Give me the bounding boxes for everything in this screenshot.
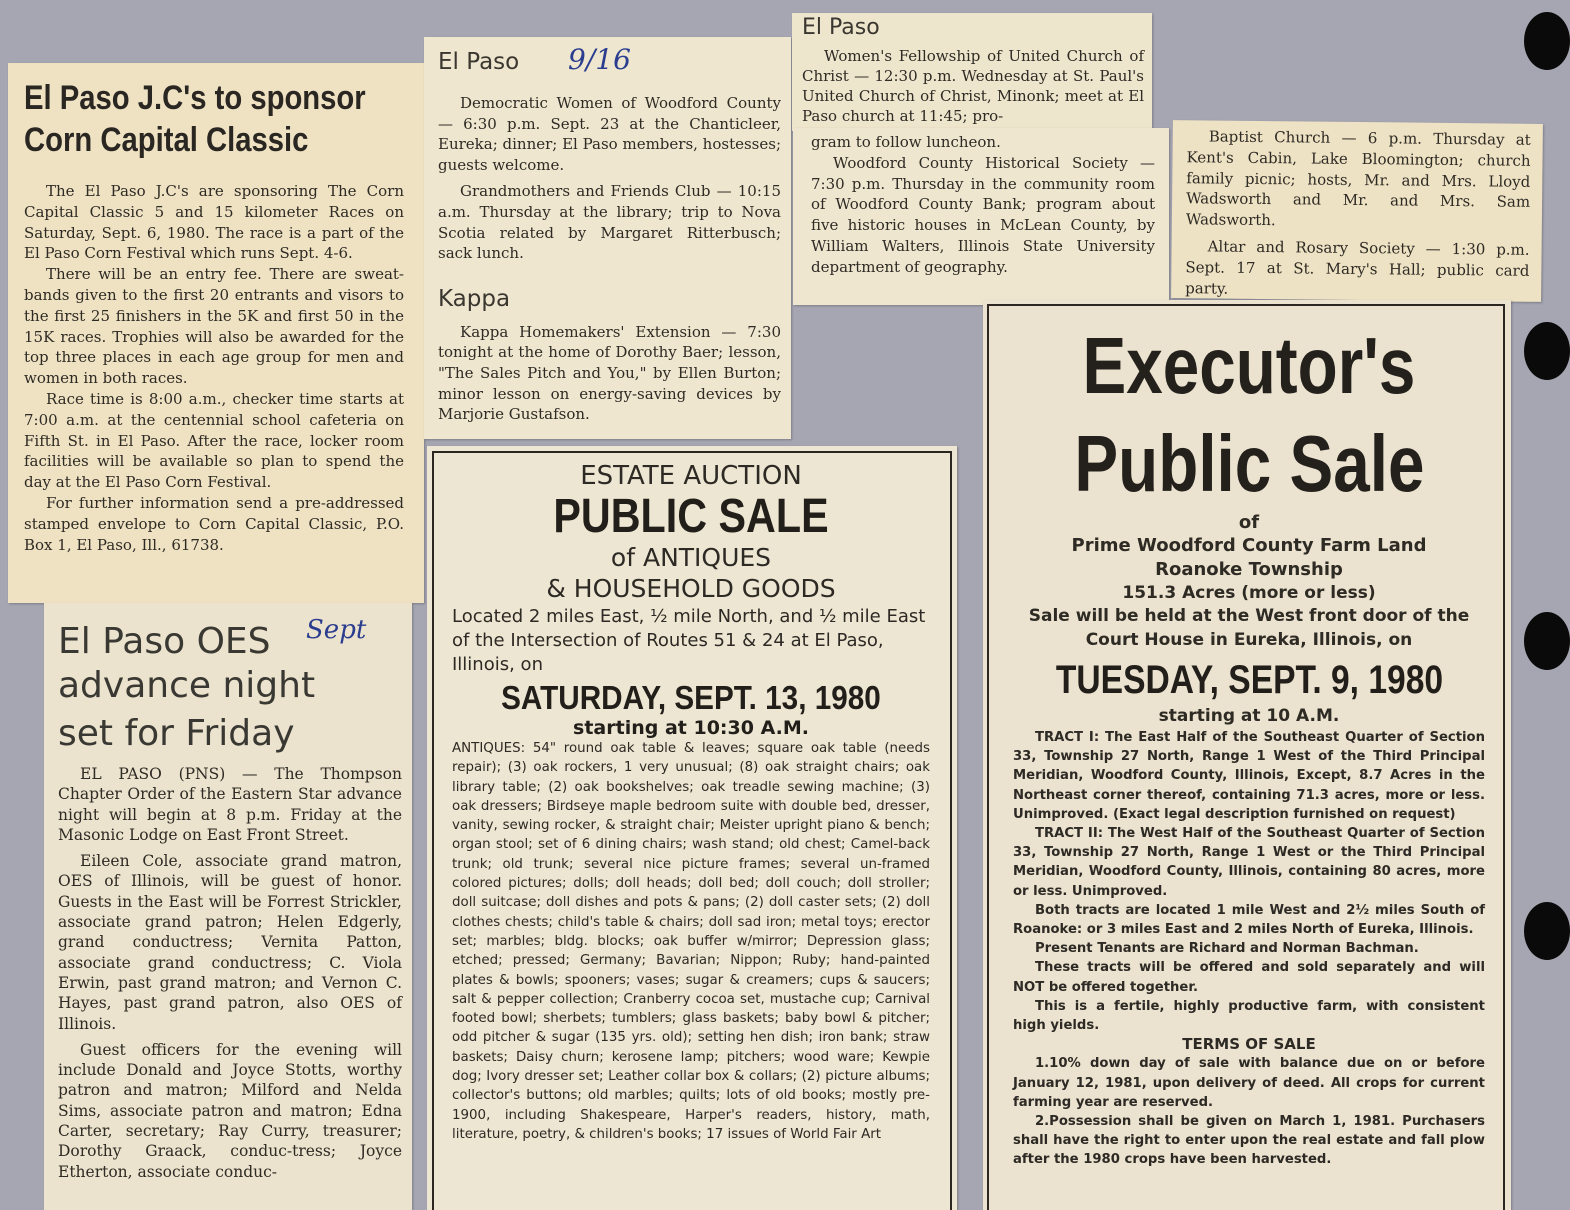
ad-line: Prime Woodford County Farm Land — [1071, 535, 1427, 556]
ad-term: 2.Possession shall be given on March 1, 1981. Purchasers shall have the right to enter upon the real estate and fall plow after the 1980 crops have been harvested. — [1013, 1114, 1485, 1168]
article-paragraph: Guest officers for the evening will include Donald and Joyce Stotts, worthy patron and matron; Milford and Nelda Sims, associate patron and matron; Edna Carter, secretary; Ray Curry, treasurer; Dorothy Graack, conduc-tress; Joyce Etherton, associate conduc- — [58, 1040, 402, 1181]
headline: El Paso OES — [58, 621, 271, 662]
clipping-historical-society — [793, 128, 1169, 305]
handwritten-note: Sept — [306, 615, 367, 645]
ad-terms-title: TERMS OF SALE — [1182, 1035, 1316, 1054]
ad-time: starting at 10:30 A.M. — [573, 717, 809, 739]
clipping-executors-sale — [983, 300, 1511, 1210]
headline: set for Friday — [58, 713, 295, 754]
ad-of: of — [1238, 512, 1260, 533]
calendar-item: Woodford County Historical Society — 7:30 p.m. Thursday in the community room of Woodford County Bank; program about five historic houses in McLean County, by William Walters, Illinois State University department of geography. — [811, 153, 1155, 276]
ad-paragraph: This is a fertile, highly productive farm, with consistent high yields. — [1013, 998, 1485, 1034]
clipping-el-paso-kappa — [424, 37, 791, 439]
article-paragraph: Eileen Cole, associate grand matron, OES of Illinois, will be guest of honor. Guests in the East will be Forrest Strickler, associate grand patron; Helen Edgerly, grand conductress; Vernita Patton, associate grand conductress; C. Viola Erwin, past grand matron; and Vernon C. Hayes, past grand patron, also OES of Illinois. — [58, 852, 402, 1033]
ad-date: TUESDAY, SEPT. 9, 1980 — [1055, 658, 1443, 702]
article-paragraph: EL PASO (PNS) — The Thompson Chapter Order of the Eastern Star advance night will begin at 8 p.m. Friday at the Masonic Lodge on East Front Street. — [58, 765, 402, 844]
ad-line: Sale will be held at the West front door of the Court House in Eureka, Illinois, on — [1028, 606, 1470, 650]
handwritten-date: 9/16 — [568, 43, 631, 76]
calendar-item: Women's Fellowship of United Church of Christ — 12:30 p.m. Wednesday at St. Paul's United Church of Christ, Minonk; meet at El Paso church at 11:45; pro- — [802, 47, 1144, 125]
calendar-item: Grandmothers and Friends Club — 10:15 a.m. Thursday at the library; trip to Nova Scotia related by Margaret Ritterbusch; sack lunch. — [438, 182, 781, 263]
clipping-el-paso-fellowship — [792, 13, 1152, 131]
ad-paragraph: These tracts will be offered and sold separately and will NOT be offered together. — [1013, 960, 1485, 995]
ad-body: ANTIQUES: 54" round oak table & leaves; square oak table (needs repair); (3) oak rockers, 1 very unusual; (8) oak straight chairs; oak library table; (2) oak bookshelves; oak treadle sewing machine; (3) oak dressers; Birdseye maple bedroom suite with double bed, dresser, vanity, sewing rocker, & straight chair; Meister upright piano & bench; organ stool; set of 6 dining chairs; wash stand; old chest; Camel-back trunk; old trunk; several nice picture frames; several un-framed colored pictures; dolls; doll heads; doll bed; doll couch; doll stroller; doll suitcase; doll dishes and pots & pans; (2) doll caster sets; (2) doll clothes chests; child's table & chairs; doll sad iron; metal toys; erector set; marbles; bldg. blocks; oak buffer w/mirror; Depression glass; etched; pressed; Germany; Bavarian; Nippon; Ruby; hand-painted plates & bowls; spooners; vases; sugar & creamers; cups & saucers; salt & pepper collection; Cranberry cocoa set, mustache cup; Carnival footed bowl; sherbets; tumblers; glass baskets; baby bowl & pitcher; odd pitcher & sugar (135 yrs. old); setting hen dish; iron bank; straw baskets; Daisy churn; kerosene lamp; pitchers; wood ware; Kewpie dog; Ivory dresser set; Leather collar box & collars; (2) picture albums; collector's buttons; old marbles; quilts; lots of old books; mostly pre-1900, including Shakespeare, Harper's readers, history, math, literature, poetry, & children's books; 17 issues of World Fair Art — [452, 741, 930, 1142]
ad-paragraph: Both tracts are located 1 mile West and 2½ miles South of Roanoke: or 3 miles East and 2 miles North of Eureka, Illinois. — [1013, 902, 1485, 938]
binder-hole — [1524, 322, 1570, 380]
ad-paragraph: Present Tenants are Richard and Norman Bachman. — [1035, 941, 1419, 957]
ad-headline: Executor's — [1082, 321, 1416, 410]
section-header: El Paso — [802, 15, 880, 40]
calendar-item: Democratic Women of Woodford County — 6:30 p.m. Sept. 23 at the Chanticleer, Eureka; dinner; El Paso members, hostesses; guests welcome. — [438, 94, 782, 174]
article-paragraph: Race time is 8:00 a.m., checker time starts at 7:00 a.m. at the centennial school cafeteria on Fifth St. in El Paso. After the race, locker room facilities will be available so plan to spend the day at the El Paso Corn Festival. — [24, 389, 404, 492]
calendar-item: Baptist Church — 6 p.m. Thursday at Kent's Cabin, Lake Bloomington; church family picnic; hosts, Mr. and Mrs. Lloyd Wadsworth and Mr. and Mrs. Sam Wadsworth. — [1185, 127, 1531, 230]
ad-subheadline: of ANTIQUES — [610, 543, 772, 572]
ad-date: SATURDAY, SEPT. 13, 1980 — [501, 679, 881, 716]
article-paragraph: The El Paso J.C's are sponsoring The Corn Capital Classic 5 and 15 kilometer Races on Saturday, Sept. 6, 1980. The race is a part of the El Paso Corn Festival which runs Sept. 4-6. — [24, 182, 404, 263]
section-header: Kappa — [438, 285, 511, 312]
ad-kicker: ESTATE AUCTION — [580, 461, 802, 491]
article-paragraph: There will be an entry fee. There are sweat-bands given to the first 20 entrants and visors to the first 25 finishers in the 5K and first 50 in the 15K races. Trophies will also be awarded for the top three places in each age group for men and women in both races. — [24, 265, 404, 388]
clipping-corn-capital-classic — [8, 63, 424, 603]
headline: advance night — [58, 665, 316, 706]
ad-line: Roanoke Township — [1155, 559, 1343, 580]
ad-line: 151.3 Acres (more or less) — [1122, 583, 1376, 603]
binder-hole — [1524, 12, 1570, 70]
binder-hole — [1524, 612, 1570, 670]
clipping-estate-auction — [427, 446, 957, 1210]
calendar-item: Altar and Rosary Society — 1:30 p.m. Sept. 17 at St. Mary's Hall; public card party. — [1185, 237, 1530, 298]
ad-headline: PUBLIC SALE — [553, 491, 829, 543]
ad-tract: TRACT I: The East Half of the Southeast Quarter of Section 33, Township 27 North, Range 1 West of the Third Principal Meridian, Woodford County, Illinois, Except, 8.7 Acres in the Northeast corner thereof, containing 71.3 acres, more or less. Unimproved. (Exact legal description furnished on request) — [1013, 730, 1485, 822]
ad-subheadline: & HOUSEHOLD GOODS — [546, 574, 836, 603]
headline: El Paso J.C's to sponsor — [24, 79, 366, 117]
clipping-baptist-rosary — [1171, 120, 1543, 302]
binder-hole — [1524, 902, 1570, 960]
ad-time: starting at 10 A.M. — [1158, 706, 1340, 726]
ad-tract: TRACT II: The West Half of the Southeast Quarter of Section 33, Township 27 North, Range 1 West or the Third Principal Meridian, Woodford County, Illinois, containing 80 acres, more or less. Unimproved. — [1013, 826, 1485, 899]
section-header: El Paso — [438, 49, 520, 75]
ad-headline: Public Sale — [1073, 419, 1425, 508]
calendar-item: Kappa Homemakers' Extension — 7:30 tonight at the home of Dorothy Baer; lesson, "The Sales Pitch and You," by Ellen Burton; minor lesson on energy-saving devices by Marjorie Gustafson. — [438, 322, 781, 424]
article-paragraph: For further information send a pre-addressed stamped envelope to Corn Capital Classic, P.O. Box 1, El Paso, Ill., 61738. — [24, 493, 404, 554]
headline: Corn Capital Classic — [24, 121, 309, 159]
ad-term: 1.10% down day of sale with balance due on or before January 12, 1981, upon delivery of deed. All crops for current farming year are reserved. — [1013, 1056, 1485, 1110]
ad-location: Located 2 miles East, ½ mile North, and ½ mile East of the Intersection of Routes 51 & 24 at El Paso, Illinois, on — [452, 606, 926, 675]
calendar-item: gram to follow luncheon. — [811, 133, 1001, 151]
clipping-el-paso-oes — [44, 603, 412, 1210]
